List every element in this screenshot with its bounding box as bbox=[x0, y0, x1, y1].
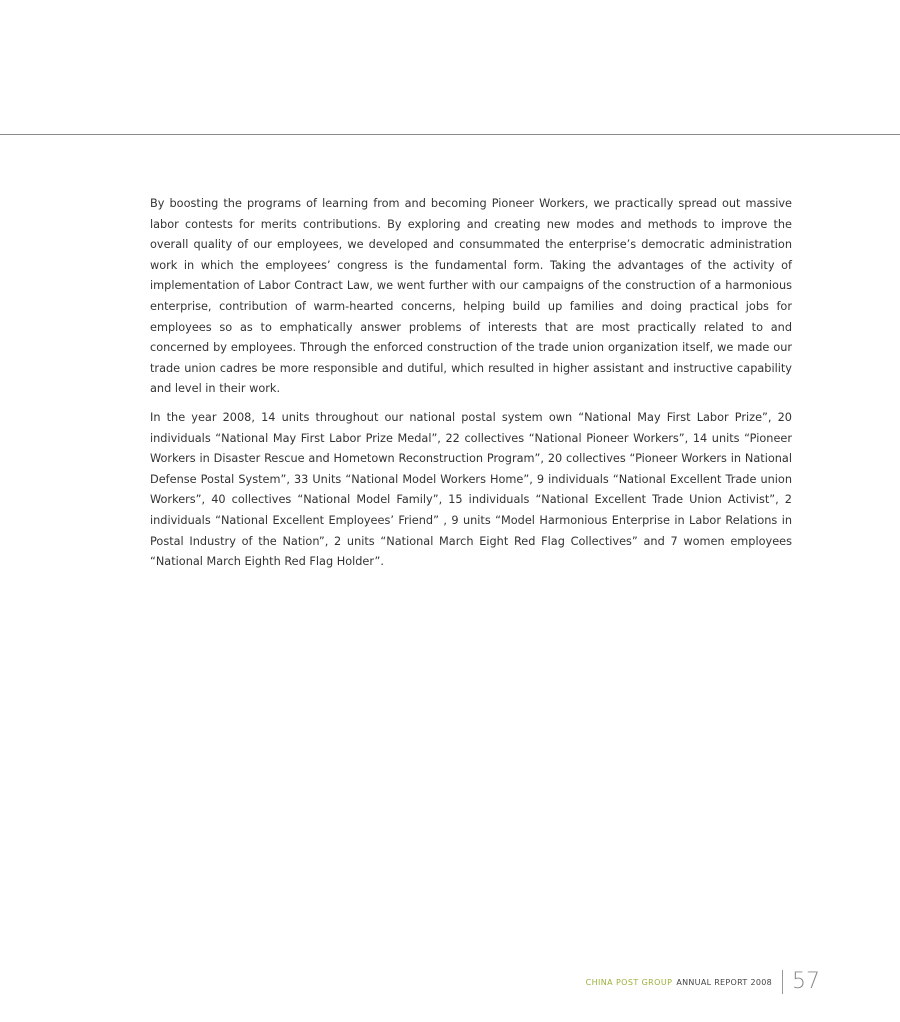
page-number: 57 bbox=[792, 969, 820, 994]
footer-divider bbox=[782, 970, 783, 994]
header-divider bbox=[0, 134, 900, 135]
page-footer bbox=[586, 968, 820, 996]
paragraph-1: By boosting the programs of learning from and becoming Pioneer Workers, we practically spread out massive labor contests for merits contributions. By exploring and creating new modes and methods to improve the overall quality of our employees, we developed and consummated the enterprise’s democratic administration work in which the employees’ congress is the fundamental form. Taking the advantages of the activity of implementation of Labor Contract Law, we went further with our campaigns of the construction of a harmonious enterprise, contribution of warm-hearted concerns, helping build up families and doing practical jobs for employees so as to emphatically answer problems of interests that are most practically related to and concerned by employees. Through the enforced construction of the trade union organization itself, we made our trade union cadres be more responsible and dutiful, which resulted in higher assistant and instructive capability and level in their work. bbox=[150, 197, 792, 396]
footer-brand: CHINA POST GROUP bbox=[585, 977, 673, 987]
footer-report-title: ANNUAL REPORT 2008 bbox=[676, 977, 772, 987]
paragraph-2: In the year 2008, 14 units throughout our national postal system own “National May First Labor Prize”, 20 individuals “National May First Labor Prize Medal”, 22 collectives “National Pioneer Workers”, 14 units “Pioneer Workers in Disaster Rescue and Hometown Reconstruction Program”, 20 collectives “Pioneer Workers in National Defense Postal System”, 33 Units “National Model Workers Home”, 9 individuals “National Excellent Trade union Workers”, 40 collectives “National Model Family”, 15 individuals “National Excellent Trade Union Activist”, 2 individuals “National Excellent Employees’ Friend” , 9 units “Model Harmonious Enterprise in Labor Relations in Postal Industry of the Nation”, 2 units “National March Eight Red Flag Collectives” and 7 women employees “National March Eighth Red Flag Holder”. bbox=[150, 410, 792, 569]
article-body bbox=[150, 194, 792, 581]
